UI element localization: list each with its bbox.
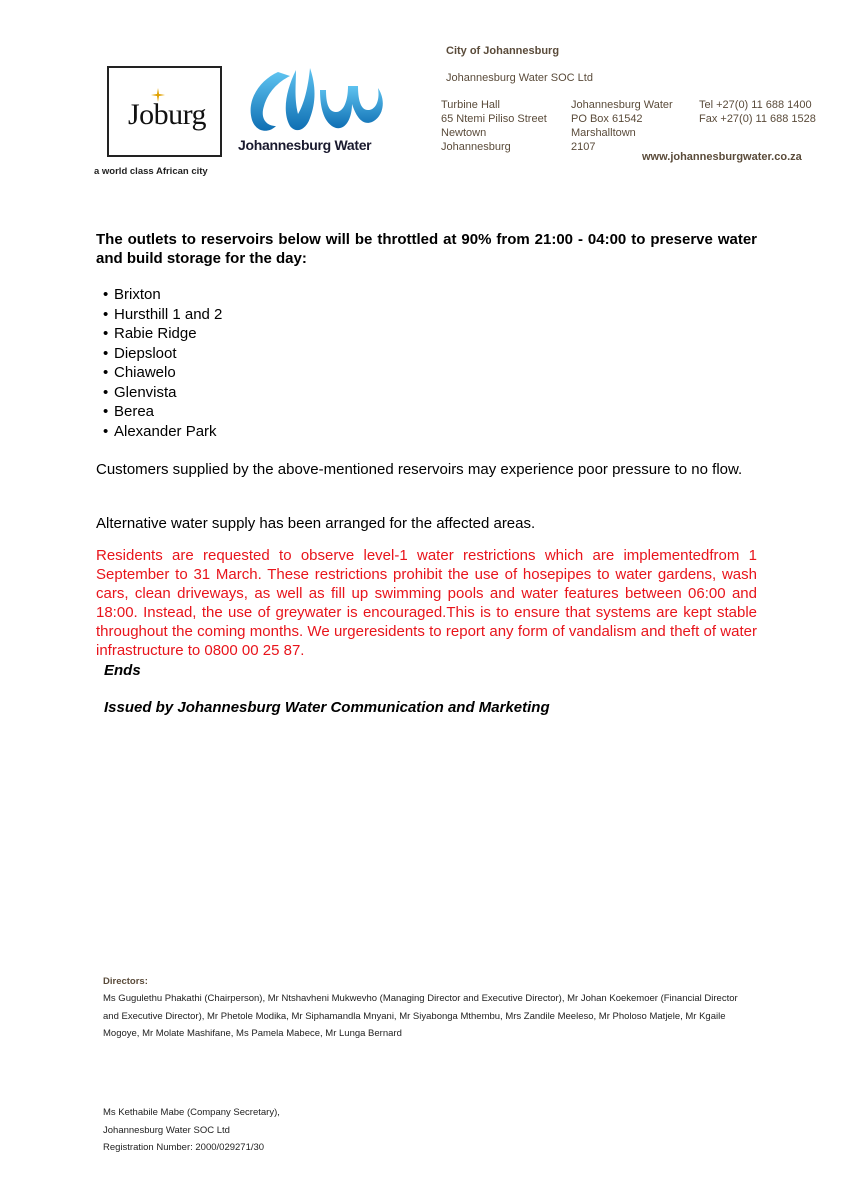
joburg-logo-text: Joburg [127, 98, 207, 131]
street-address [441, 98, 566, 154]
list-item: • Glenvista [103, 383, 222, 403]
list-item: • Alexander Park [103, 422, 222, 442]
postal-address [571, 98, 691, 154]
list-item: • Chiawelo [103, 363, 222, 383]
list-item: • Rabie Ridge [103, 324, 222, 344]
list-item: • Diepsloot [103, 344, 222, 364]
address-line: Johannesburg Water [571, 99, 673, 111]
ends-label: Ends [104, 662, 141, 679]
restrictions-notice: Residents are requested to observe level-1 water restrictions which are implementedfrom 1 September to 31 March. These restrictions prohibit the use of hosepipes to water gardens, wash cars, clean driveways, as well as fill up swimming pools and water features between 06:00 and 18:00. Instead, the use of greywater is encouraged.This is to ensure that systems are kept stable throughout the coming months. We urgeresidents to report any form of vandalism and theft of water infrastructure to 0800 00 25 87. [96, 547, 757, 659]
address-line: Johannesburg [441, 141, 511, 153]
intro-paragraph: The outlets to reservoirs below will be throttled at 90% from 21:00 - 04:00 to preserve water and build storage for the day: [96, 231, 757, 267]
company-secretary-block [103, 1104, 503, 1157]
website-link[interactable]: www.johannesburgwater.co.za [642, 151, 802, 163]
joburg-logo [107, 66, 222, 157]
list-item: • Berea [103, 402, 222, 422]
phone-number: Tel +27(0) 11 688 1400 [699, 99, 812, 111]
list-item: • Brixton [103, 285, 222, 305]
address-line: Turbine Hall [441, 99, 500, 111]
contact-numbers [699, 98, 839, 126]
directors-list: Ms Gugulethu Phakathi (Chairperson), Mr Ntshavheni Mukwevho (Managing Director and Executive Director), Mr Johan Koekemoer (Financial Director and Executive Director), Mr Phetole Modika, Mr Siphamandla Mnyani, Mr Siyabonga Mthembu, Mrs Zandile Meeleso, Mr Pholoso Matjele, Mr Kgaile Mogoye, Mr Molate Mashifane, Ms Pamela Mabece, Mr Lunga Bernard [103, 993, 738, 1039]
address-line: Marshalltown [571, 127, 636, 139]
registration-number: Registration Number: 2000/029271/30 [103, 1142, 265, 1153]
list-item: • Hursthill 1 and 2 [103, 305, 222, 325]
fax-number: Fax +27(0) 11 688 1528 [699, 113, 816, 125]
alternative-supply-note: Alternative water supply has been arranged for the affected areas. [96, 515, 536, 532]
address-line: PO Box 61542 [571, 113, 643, 125]
issued-by: Issued by Johannesburg Water Communication and Marketing [104, 699, 550, 716]
reservoir-list [103, 285, 222, 441]
joburg-tagline: a world class African city [94, 166, 208, 177]
address-line: Newtown [441, 127, 487, 139]
city-name: City of Johannesburg [446, 45, 560, 57]
pressure-note: Customers supplied by the above-mentioned reservoirs may experience poor pressure to no flow. [96, 461, 743, 478]
address-line: 2107 [571, 141, 596, 153]
directors-label: Directors: [103, 976, 148, 987]
address-line: 65 Ntemi Piliso Street [441, 113, 547, 125]
footer-company: Johannesburg Water SOC Ltd [103, 1124, 230, 1136]
johannesburg-water-logo-text: Johannesburg Water [238, 137, 372, 153]
company-name: Johannesburg Water SOC Ltd [446, 72, 593, 84]
company-secretary: Ms Kethabile Mabe (Company Secretary), [103, 1107, 280, 1118]
